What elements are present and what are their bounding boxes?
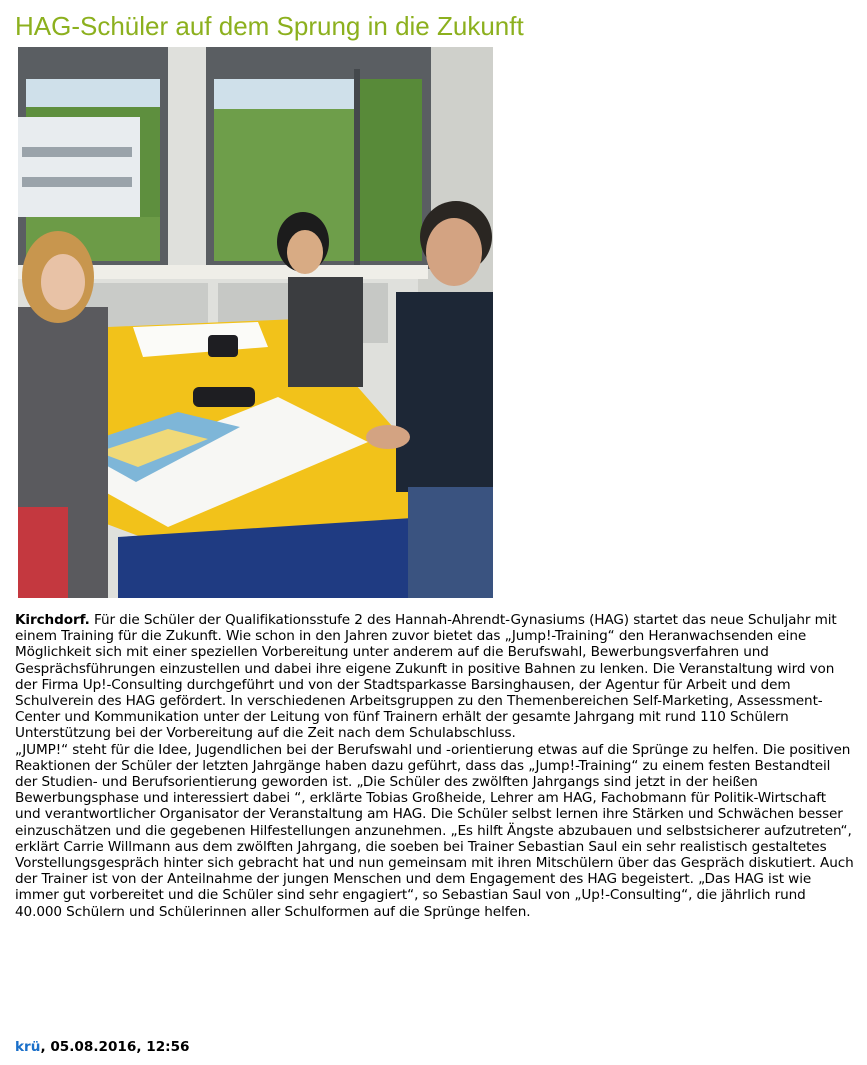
publish-date: 05.08.2016, 12:56	[50, 1039, 190, 1055]
article-paragraph: „JUMP!“ steht für die Idee, Jugendlichen bei der Berufswahl und -orientierung etwas auf die Sprünge zu helfen. Die positiven Reaktionen der Schüler der letzten Jahrgänge haben dazu geführt, dass das „Jump!-Training“ zu einem festen Bestandteil der Studien- und Berufsorientierung geworden ist. „Die Schüler des zwölften Jahrgangs sind jetzt in der heißen Bewerbungsphase und interessiert dabei “, erklärte Tobias Großheide, Lehrer am HAG, Fachobmann für Politik-Wirtschaft und verantwortlicher Organisator der Veranstaltung am HAG. Die Schüler selbst lernen ihre Stärken und Schwächen besser einzuschätzen und die gegebenen Hilfestellungen anzunehmen. „Es hilft Ängste abzubauen und selbstsicherer aufzutreten“, erklärt Carrie Willmann aus dem zwölften Jahrgang, die soeben bei Trainer Sebastian Saul ein sehr realistisch gestaltetes Vorstellungsgespräch hinter sich gebracht hat und nun gemeinsam mit ihren Mitschülern über das Gespräch diskutiert. Auch der Trainer ist von der Anteilnahme der jungen Menschen und dem Engagement des HAG begeistert. „Das HAG ist wie immer gut vorbereitet und die Schüler sind sehr engagiert“, so Sebastian Saul von „Up!-Consulting“, die jährlich rund 40.000 Schülern und Schülerinnen aller Schulformen auf die Sprünge helfen.	[15, 741, 854, 920]
article-place: Kirchdorf.	[15, 612, 90, 628]
byline-separator: ,	[40, 1039, 51, 1055]
byline	[15, 1039, 190, 1055]
article-body	[15, 612, 855, 920]
article-paragraph-text: Für die Schüler der Qualifikationsstufe 2 des Hannah-Ahrendt-Gynasiums (HAG) startet das neue Schuljahr mit einem Training für die Zukunft. Wie schon in den Jahren zuvor bietet das „Jump!-Training“ den Heranwachsenden eine Möglichkeit sich mit einer speziellen Vorbereitung unter anderem auf die Berufswahl, Bewerbungsverfahren und Gesprächsführungen einzustellen und dabei ihre eigene Zukunft in positive Bahnen zu lenken. Die Veranstaltung wird von der Firma Up!-Consulting durchgeführt und von der Stadtsparkasse Barsinghausen, der Agentur für Arbeit und dem Schulverein des HAG gefördert. In verschiedenen Arbeitsgruppen zu den Themenbereichen Self-Marketing, Assessment-Center und Kommunikation unter der Leitung von fünf Trainern erhält der gesamte Jahrgang mit rund 110 Schülern Unterstützung bei der Vorbereitung auf die Zeit nach dem Schulabschluss.	[15, 612, 837, 742]
article-title: HAG-Schüler auf dem Sprung in die Zukunft	[15, 11, 524, 41]
author-link[interactable]: krü	[15, 1039, 41, 1055]
article-paragraph	[15, 612, 855, 742]
article-photo	[18, 47, 493, 598]
